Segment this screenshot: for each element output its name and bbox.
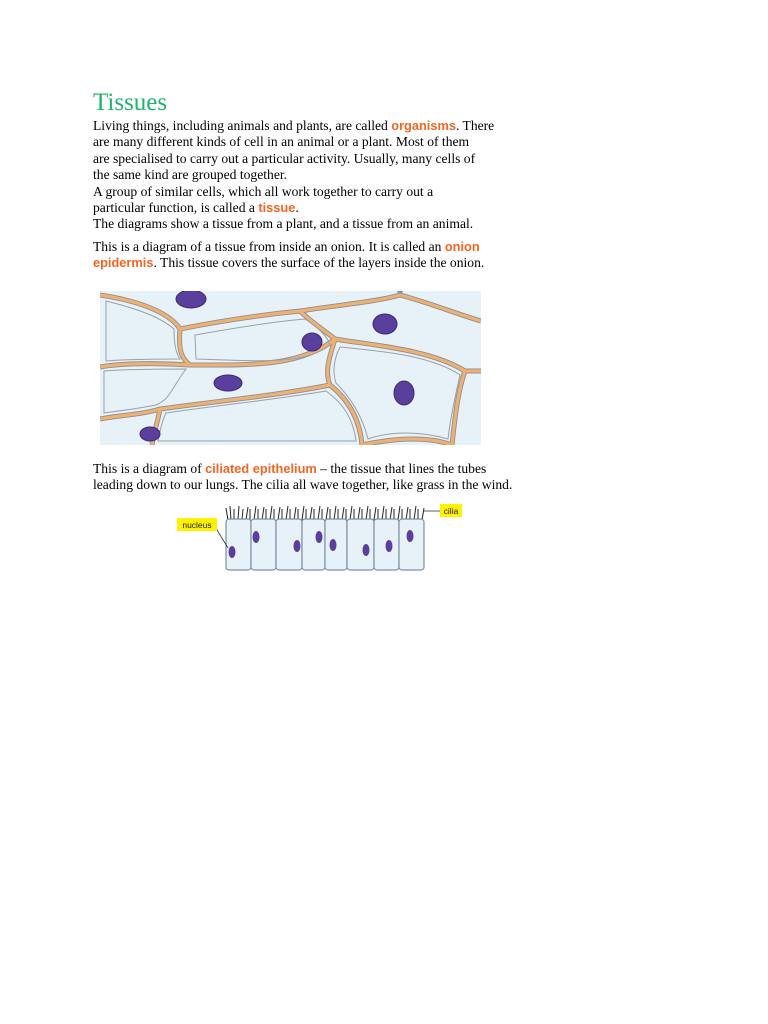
term-onion: onion bbox=[444, 238, 480, 254]
nucleus-4 bbox=[214, 375, 242, 391]
nucleus-3 bbox=[302, 333, 322, 351]
intro-line-4: the same kind are grouped together. bbox=[93, 167, 288, 183]
intro-line-2: are many different kinds of cell in an animal or a plant. Most of them bbox=[93, 134, 470, 150]
cilia-hairs bbox=[226, 506, 424, 520]
cell-6 bbox=[347, 519, 374, 570]
nucleus-2 bbox=[373, 314, 397, 334]
cell-1 bbox=[226, 519, 251, 570]
intro-line-1 bbox=[93, 118, 613, 134]
cell-4 bbox=[302, 519, 325, 570]
nucleus-1 bbox=[176, 291, 206, 308]
intro-line-7: The diagrams show a tissue from a plant, and a tissue from an animal. bbox=[93, 216, 474, 232]
term-organisms: organisms bbox=[391, 118, 456, 133]
cell-8 bbox=[399, 519, 424, 570]
onion-line-1 bbox=[93, 239, 613, 255]
cilia-label: cilia bbox=[443, 506, 459, 516]
cell-2 bbox=[251, 519, 276, 570]
nucleus-6 bbox=[140, 427, 160, 441]
epithelium-text-1-end: – the tissue that lines the tubes bbox=[316, 461, 487, 476]
intro-paragraph bbox=[93, 118, 613, 233]
onion-epidermis-diagram bbox=[100, 291, 481, 445]
intro-line-3: are specialised to carry out a particular activity. Usually, many cells of bbox=[93, 150, 476, 166]
epithelium-text-1: This is a diagram of bbox=[93, 461, 206, 476]
intro-line-6 bbox=[93, 200, 613, 216]
intro-text-1-end: . There bbox=[455, 118, 495, 133]
intro-text-1: Living things, including animals and plants, are called bbox=[93, 118, 392, 133]
term-ciliated-epithelium: ciliated epithelium bbox=[205, 461, 317, 476]
document-body bbox=[93, 88, 613, 272]
intro-text-6: particular function, is called a bbox=[93, 200, 259, 216]
onion-paragraph bbox=[93, 239, 613, 272]
onion-line-2 bbox=[93, 255, 613, 271]
epithelium-line-2: leading down to our lungs. The cilia all wave together, like grass in the wind. bbox=[93, 477, 513, 493]
epithelial-cells bbox=[226, 519, 424, 570]
term-tissue: tissue bbox=[258, 200, 296, 216]
term-epidermis: epidermis bbox=[93, 255, 154, 271]
ciliated-epithelium-diagram bbox=[176, 500, 466, 574]
epithelium-paragraph bbox=[93, 461, 512, 494]
nucleus-5 bbox=[394, 381, 414, 405]
onion-text-1: This is a diagram of a tissue from inside an onion. It is called an bbox=[93, 238, 445, 254]
intro-text-6-end: . bbox=[295, 200, 299, 216]
epithelium-line-1 bbox=[93, 461, 512, 477]
nucleus-label: nucleus bbox=[182, 520, 212, 530]
intro-line-5: A group of similar cells, which all work together to carry out a bbox=[93, 183, 434, 199]
onion-text-2: . This tissue covers the surface of the layers inside the onion. bbox=[153, 255, 485, 271]
page-title: Tissues bbox=[93, 89, 168, 116]
